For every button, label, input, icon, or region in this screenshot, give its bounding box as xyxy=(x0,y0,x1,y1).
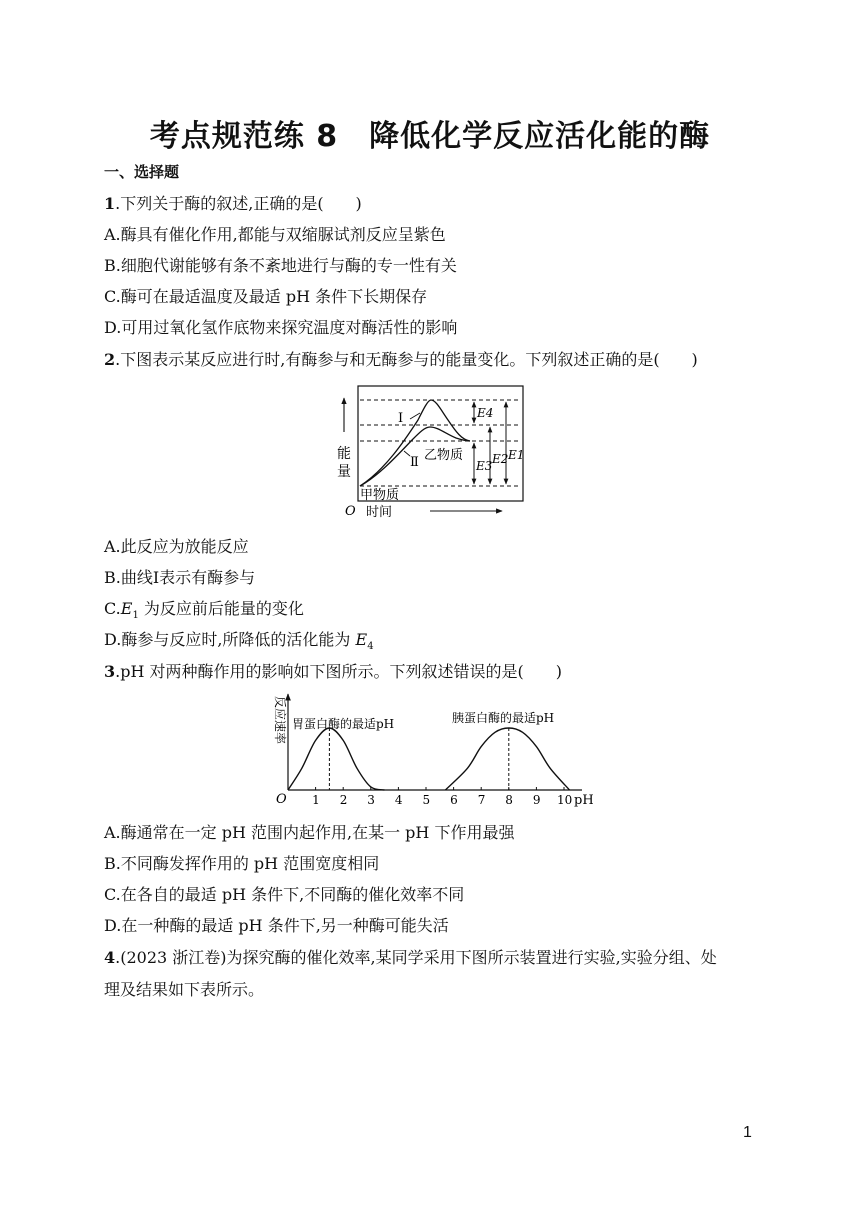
ph-enzyme-chart xyxy=(262,690,602,810)
trypsin-curve xyxy=(445,728,569,790)
label-curve-2: Ⅱ xyxy=(410,455,419,470)
x-tick-label: 2 xyxy=(339,793,348,807)
variable-e: E xyxy=(355,630,368,649)
question-number: 4 xyxy=(104,948,116,967)
q1-option-a: A.酶具有催化作用,都能与双缩脲试剂反应呈紫色 xyxy=(104,225,446,244)
y-label-bottom: 量 xyxy=(337,464,351,480)
variable-e: E xyxy=(120,599,133,618)
q3-option-b: B.不同酶发挥作用的 pH 范围宽度相同 xyxy=(104,854,380,873)
x-axis-label: 时间 xyxy=(366,505,393,520)
x-tick-label: 10 xyxy=(557,793,573,807)
x-tick-label: 8 xyxy=(505,793,513,807)
annotation-pepsin: 胃蛋白酶的最适pH xyxy=(292,717,395,731)
question-4-continuation: 理及结果如下表所示。 xyxy=(104,980,265,999)
question-4-stem xyxy=(104,948,717,968)
x-tick-label: 7 xyxy=(477,793,486,807)
label-e1: E1 xyxy=(508,448,525,462)
question-text: .下列关于酶的叙述,正确的是( ) xyxy=(115,194,362,213)
annotation-trypsin: 胰蛋白酶的最适pH xyxy=(452,711,555,725)
option-prefix: C. xyxy=(104,599,121,618)
label-e4: E4 xyxy=(477,406,494,420)
question-text-line-1: .(2023 浙江卷)为探究酶的催化效率,某同学采用下图所示装置进行实验,实验分组、处 xyxy=(115,948,717,967)
q2-option-d xyxy=(104,630,374,657)
label-substance-a: 甲物质 xyxy=(360,488,400,503)
page-title: 考点规范练 8 降低化学反应活化能的酶 xyxy=(149,119,711,154)
variable-subscript: 1 xyxy=(132,610,139,622)
section-heading: 一、选择题 xyxy=(104,163,180,181)
x-axis-label: pH xyxy=(574,793,594,808)
question-number: 2 xyxy=(104,350,116,369)
q1-option-c: C.酶可在最适温度及最适 pH 条件下长期保存 xyxy=(104,287,428,306)
label-e3: E3 xyxy=(476,459,493,473)
question-number: 3 xyxy=(104,662,116,681)
q2-option-c xyxy=(104,599,304,626)
question-text: .下图表示某反应进行时,有酶参与和无酶参与的能量变化。下列叙述正确的是( ) xyxy=(115,350,698,369)
q3-option-d: D.在一种酶的最适 pH 条件下,另一种酶可能失活 xyxy=(104,916,449,935)
y-label-top: 能 xyxy=(337,446,351,462)
option-text: D.酶参与反应时,所降低的活化能为 xyxy=(104,630,356,649)
q2-option-b: B.曲线Ⅰ表示有酶参与 xyxy=(104,568,256,587)
x-tick-label: 9 xyxy=(532,793,541,807)
pepsin-curve xyxy=(288,728,385,790)
x-tick-label: 5 xyxy=(422,793,431,807)
energy-diagram xyxy=(330,382,530,522)
x-tick-label: 3 xyxy=(367,793,375,807)
question-number: 1 xyxy=(104,194,116,213)
x-tick-label: 6 xyxy=(450,793,458,807)
option-text: 为反应前后能量的变化 xyxy=(138,599,304,618)
q2-option-a: A.此反应为放能反应 xyxy=(104,537,249,556)
x-tick-label: 1 xyxy=(312,793,320,807)
page-number: 1 xyxy=(743,1124,752,1141)
label-curve-1: Ⅰ xyxy=(398,411,404,426)
y-axis-label: 反应速率 xyxy=(273,696,287,745)
q1-option-d: D.可用过氧化氢作底物来探究温度对酶活性的影响 xyxy=(104,318,458,337)
dashed-levels xyxy=(360,400,520,486)
origin-label: O xyxy=(276,792,287,807)
frame xyxy=(358,386,523,501)
x-tick-label: 4 xyxy=(394,793,403,807)
q3-option-a: A.酶通常在一定 pH 范围内起作用,在某一 pH 下作用最强 xyxy=(104,823,515,842)
variable-subscript: 4 xyxy=(367,641,374,653)
origin-label: O xyxy=(345,504,356,519)
label-substance-b: 乙物质 xyxy=(424,448,464,463)
question-text: .pH 对两种酶作用的影响如下图所示。下列叙述错误的是( ) xyxy=(115,662,562,681)
question-1-stem xyxy=(104,194,362,214)
question-3-stem xyxy=(104,662,562,682)
label-e2: E2 xyxy=(492,452,509,466)
q1-option-b: B.细胞代谢能够有条不紊地进行与酶的专一性有关 xyxy=(104,256,457,275)
q3-option-c: C.在各自的最适 pH 条件下,不同酶的催化效率不同 xyxy=(104,885,465,904)
curve-without-enzyme xyxy=(360,400,470,486)
question-2-stem xyxy=(104,350,698,370)
